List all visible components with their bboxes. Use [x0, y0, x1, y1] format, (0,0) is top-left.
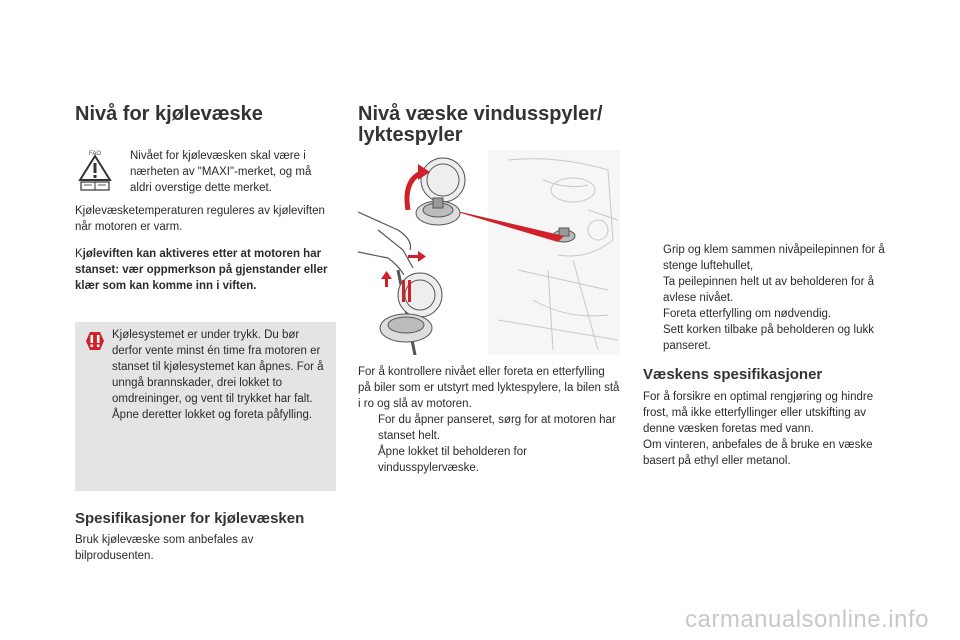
washer-title-line2: lyktespyler: [358, 124, 463, 146]
coolant-spec-title: Spesifikasjoner for kjølevæsken: [75, 510, 305, 527]
dipstick-steps-list: [643, 242, 898, 354]
washer-title-line1: Nivå væske vindusspyler/: [358, 103, 603, 125]
list-item: Sett korken tilbake på beholderen og lukk panseret.: [663, 324, 874, 352]
pressure-warning-text: Kjølesystemet er under trykk. Du bør derfor vente minst én time fra motoren er stanset til kjølesystemet kan åpnes. For å unngå brannskader, drei lokket to omdreininger, og vent til trykket har falt. Åpne deretter lokket og foreta påfylling.: [112, 329, 324, 421]
fan-warning-text: jøleviften kan aktiveres etter at motoren har stanset: vær oppmerkson på gjenstander eller klær som kan komme inn i viften.: [75, 248, 328, 292]
fan-warning-paragraph: [75, 246, 333, 294]
watermark: carmanualsonline.info: [685, 606, 929, 633]
coolant-temp-paragraph: Kjølevæsketemperaturen reguleres av kjøleviften når motoren er varm.: [75, 205, 325, 233]
list-item: For du åpner panseret, sørg for at motoren har stanset helt.: [378, 414, 616, 442]
list-item: Ta peilepinnen helt ut av beholderen for å avlese nivået.: [663, 276, 874, 304]
list-item: Foreta etterfylling om nødvendig.: [663, 308, 832, 320]
svg-text:FAO: FAO: [88, 151, 102, 157]
coolant-title: Nivå for kjølevæske: [75, 103, 263, 125]
washer-steps-list: [358, 412, 620, 476]
danger-icon: [84, 330, 106, 352]
fluid-winter-text: Om vinteren, anbefales de å bruke en væske basert på ethyl eller metanol.: [643, 439, 873, 467]
fluid-spec-text: For å forsikre en optimal rengjøring og hindre frost, må ikke etterfyllinger eller utskifting av denne væsken foretas med vann.: [643, 391, 874, 435]
fan-warning-initial: K: [75, 248, 83, 260]
coolant-icon-note: Nivået for kjølevæsken skal være i nærheten av "MAXI"-merket, og må aldri overstige dette merket.: [130, 150, 312, 194]
washer-intro-text: For å kontrollere nivået eller foreta en etterfylling på biler som er utstyrt med lyktespylere, la bilen stå i ro og slå av motoren.: [358, 366, 620, 410]
coolant-spec-text: Bruk kjølevæske som anbefales av bilprodusenten.: [75, 534, 254, 562]
washer-reservoir-illustration: [358, 150, 620, 355]
list-item: Grip og klem sammen nivåpeilepinnen for å stenge luftehullet,: [663, 244, 885, 272]
list-item: Åpne lokket til beholderen for vindusspylervæske.: [378, 446, 527, 474]
coolant-warning-icon: [78, 148, 112, 192]
pressure-warning-box: [75, 322, 336, 491]
fluid-spec-title: Væskens spesifikasjoner: [643, 366, 823, 383]
